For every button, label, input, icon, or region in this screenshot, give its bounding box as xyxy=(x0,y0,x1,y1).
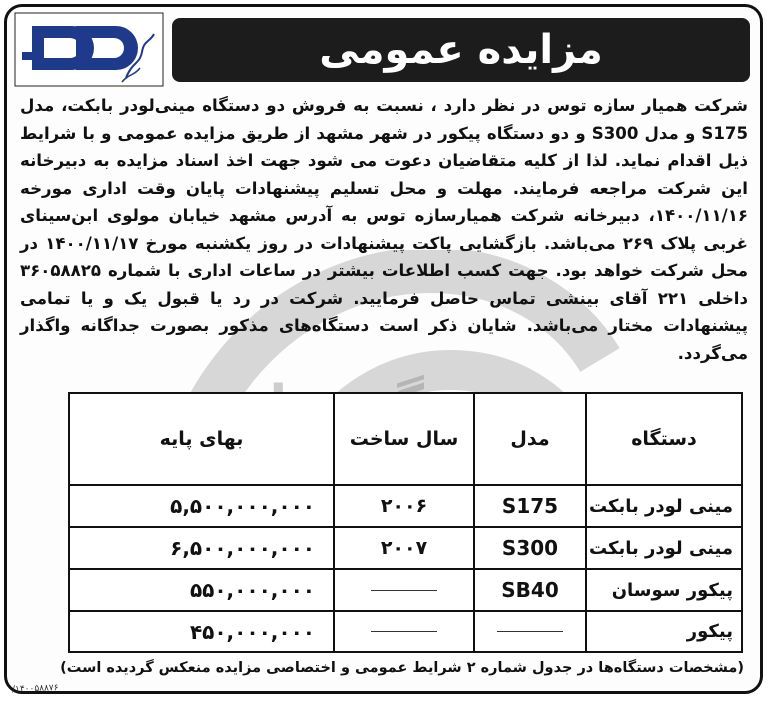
empty-dash xyxy=(497,631,563,632)
row-1-model: S175 xyxy=(473,486,585,528)
reference-code: /۱۴۰۰۵۸۸۷۶ xyxy=(11,683,59,695)
title-band xyxy=(172,18,750,82)
company-logo-icon xyxy=(14,12,164,87)
header-price: بهای پایه xyxy=(70,394,333,486)
row-1-device: مینی لودر بابکت xyxy=(585,486,741,528)
header xyxy=(14,12,755,87)
empty-dash xyxy=(371,631,437,632)
header-year: سال ساخت xyxy=(333,394,473,486)
items-table xyxy=(68,392,743,653)
empty-dash xyxy=(371,590,437,591)
row-3-price: ۵۵۰,۰۰۰,۰۰۰ xyxy=(70,570,333,612)
row-4-year-dash xyxy=(333,612,473,651)
footnote: (مشخصات دستگاه‌ها در جدول شماره ۲ شرایط عمومی و اختصاصی مزایده منعکس گردیده است) xyxy=(60,660,744,676)
header-device: دستگاه xyxy=(585,394,741,486)
header-model: مدل xyxy=(473,394,585,486)
row-2-model: S300 xyxy=(473,528,585,570)
company-logo xyxy=(14,12,164,87)
row-4-model-dash xyxy=(473,612,585,651)
row-1-price: ۵,۵۰۰,۰۰۰,۰۰۰ xyxy=(70,486,333,528)
row-3-year-dash xyxy=(333,570,473,612)
row-3-device: پیکور سوسان xyxy=(585,570,741,612)
row-2-device: مینی لودر بابکت xyxy=(585,528,741,570)
ad-title: مزایده عمومی xyxy=(319,27,603,73)
row-4-device: پیکور xyxy=(585,612,741,651)
announcement-body: شرکت همیار سازه توس در نظر دارد ، نسبت به فروش دو دستگاه مینی‌لودر بابکت، مدل S175 و مدل S300 و دو دستگاه پیکور در شهر مشهد از طریق مزایده عمومی و با شرایط ذیل اقدام نماید. لذا از کلیه متقاضیان دعوت می شود جهت اخذ اسناد مزایده به دبیرخانه این شرکت مراجعه فرمایند. مهلت و محل تسلیم پیشنهادات پایان وقت اداری مورخه ۱۴۰۰/۱۱/۱۶، دبیرخانه شرکت همیارسازه توس به آدرس مشهد خیابان مولوی ابن‌سینای غربی پلاک ۲۶۹ می‌باشد. بازگشایی پاکت پیشنهادات در روز یکشنبه مورخ ۱۴۰۰/۱۱/۱۷ در محل شرکت خواهد بود. جهت کسب اطلاعات بیشتر در ساعات اداری با شماره ۳۶۰۵۸۸۲۵ داخلی ۲۲۱ آقای بینشی تماس حاصل فرمایید. شرکت در رد یا قبول یک و یا تمامی پیشنهادات مختار می‌باشد. شایان ذکر است دستگاه‌های مذکور بصورت جداگانه واگذار می‌گردد. xyxy=(20,96,749,363)
row-4-price: ۴۵۰,۰۰۰,۰۰۰ xyxy=(189,619,315,644)
row-2-year: ۲۰۰۷ xyxy=(333,528,473,570)
row-2-price: ۶,۵۰۰,۰۰۰,۰۰۰ xyxy=(70,528,333,570)
row-1-year: ۲۰۰۶ xyxy=(333,486,473,528)
row-3-model: SB40 xyxy=(473,570,585,612)
